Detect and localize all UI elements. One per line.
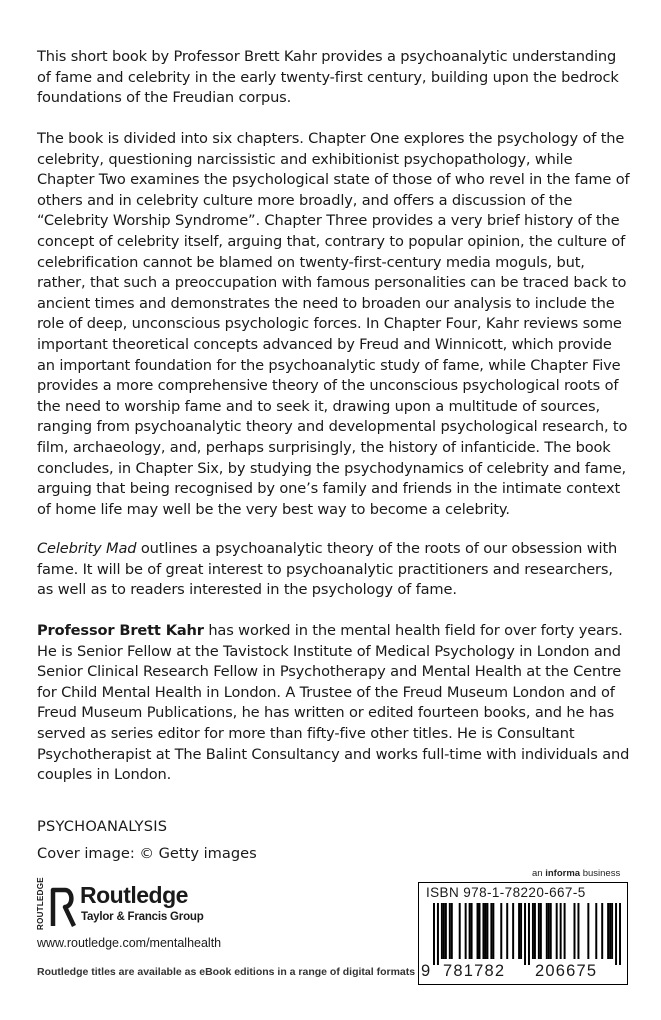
barcode-bar xyxy=(577,903,579,959)
audience-paragraph xyxy=(37,539,631,601)
barcode-bar xyxy=(441,903,443,959)
barcode-bar xyxy=(465,903,467,959)
barcode-bar xyxy=(486,903,488,959)
publisher-name: Routledge xyxy=(80,882,188,908)
author-bio-paragraph xyxy=(37,621,631,786)
barcode-bar xyxy=(574,903,576,959)
barcode-bar xyxy=(609,903,611,959)
barcode-digits xyxy=(419,962,627,982)
barcode-bar xyxy=(459,903,461,959)
barcode-bar xyxy=(532,903,534,959)
publisher-group: Taylor & Francis Group xyxy=(81,911,204,923)
barcode-digits-right: 206675 xyxy=(535,962,598,980)
barcode-bar xyxy=(611,903,613,959)
barcode-bar xyxy=(548,903,550,959)
barcode-bar xyxy=(518,903,520,959)
informa-tagline xyxy=(532,868,620,879)
barcode-bar xyxy=(437,903,439,965)
barcode-bar xyxy=(550,903,552,959)
barcode-bar xyxy=(560,903,562,959)
barcode-bar xyxy=(528,903,530,965)
informa-brand: informa xyxy=(545,868,581,879)
barcode-bar xyxy=(601,903,603,959)
barcode-bar xyxy=(520,903,522,959)
barcode-bar xyxy=(451,903,453,959)
barcode-bar xyxy=(484,903,486,959)
intro-paragraph: This short book by Professor Brett Kahr provides a psychoanalytic understanding of fame and celebrity in the early twenty-first century, building upon the bedrock foundations of the Freudian corpus. xyxy=(37,48,619,107)
barcode-bar xyxy=(619,903,621,965)
book-title: Celebrity Mad xyxy=(37,540,137,557)
barcode-bar xyxy=(595,903,597,959)
barcode-bar xyxy=(538,903,540,959)
subject-category: PSYCHOANALYSIS xyxy=(37,818,168,835)
barcode-bar xyxy=(540,903,542,959)
publisher-vertical-name: ROUTLEDGE xyxy=(36,877,45,930)
barcode-bar xyxy=(492,903,494,959)
barcode-bar xyxy=(556,903,558,959)
barcode-bar xyxy=(445,903,447,959)
barcode-bar xyxy=(479,903,481,959)
barcode-bar xyxy=(564,903,566,959)
barcode-bar xyxy=(512,903,514,959)
author-bio-text: has worked in the mental health field for over forty years. He is Senior Fellow at the Tavistock Institute of Medical Psychology in London and Senior Clinical Research Fellow in Psychotherapy and Mental Health at the Centre for Child Mental Health in London. A Trustee of the Freud Museum London and of Freud Museum Publications, he has written or edited fourteen books, and he has served as series editor for more than fifty-five other titles. He is Consultant Psychotherapist at The Balint Consultancy and works full-time with individuals and couples in London. xyxy=(37,622,630,784)
routledge-mark-icon xyxy=(50,886,76,928)
barcode-bar xyxy=(471,903,473,959)
ebook-formats-note: Routledge titles are available as eBook editions in a range of digital formats xyxy=(37,966,416,978)
barcode-bar xyxy=(449,903,451,959)
barcode-bar xyxy=(477,903,479,959)
barcode-digit-first: 9 xyxy=(421,962,432,980)
chapters-paragraph: The book is divided into six chapters. Chapter One explores the psychology of the celebrity, questioning narcissistic and exhibitionist psychopathology, while Chapter Two examines the psychological state of those of who revel in the fame of others and in celebrity culture more broadly, and offers a discussion of the “Celebrity Worship Syndrome”. Chapter Three provides a very brief history of the concept of celebrity itself, arguing that, contrary to popular opinion, the culture of celebrification cannot be blamed on twenty-first-century media moguls, but, rather, that such a preoccupation with famous personalities can be traced back to ancient times and demonstrates the need to broaden our analysis to include the role of deep, unconscious psychologic forces. In Chapter Four, Kahr reviews some important theoretical concepts advanced by Freud and Winnicott, which provide an important foundation for the psychoanalytic study of fame, while Chapter Five provides a more comprehensive theory of the unconscious psychological roots of the need to worship fame and to seek it, drawing upon a multitude of sources, ranging from psychoanalytic theory and developmental psychological research, to film, archaeology, and, perhaps surprisingly, the history of infanticide. The book concludes, in Chapter Six, by studying the psychodynamics of celebrity and fame, arguing that being recognised by one’s family and friends in the intimate context of home life may well be the very best way to become a celebrity. xyxy=(37,130,630,518)
isbn-text: ISBN 978-1-78220-667-5 xyxy=(426,885,586,900)
barcode-bar xyxy=(546,903,548,959)
barcode-bar xyxy=(469,903,471,959)
isbn-barcode xyxy=(418,882,628,985)
barcode-bar xyxy=(433,903,435,965)
barcode-bar xyxy=(524,903,526,965)
informa-prefix: an xyxy=(532,868,546,879)
barcode-bar xyxy=(607,903,609,959)
barcode-bar xyxy=(443,903,445,959)
barcode-bars xyxy=(433,903,621,965)
barcode-bar xyxy=(615,903,617,965)
barcode-bar xyxy=(490,903,492,959)
informa-suffix: business xyxy=(580,868,621,879)
barcode-bar xyxy=(587,903,589,959)
publisher-website-link[interactable]: www.routledge.com/mentalhealth xyxy=(37,936,222,950)
barcode-digits-left: 781782 xyxy=(443,962,506,980)
barcode-bar xyxy=(500,903,502,959)
cover-credit: Cover image: © Getty images xyxy=(37,845,257,862)
barcode-bar xyxy=(534,903,536,959)
author-name: Professor Brett Kahr xyxy=(37,622,204,639)
publisher-logo xyxy=(36,877,216,932)
audience-text: outlines a psychoanalytic theory of the roots of our obsession with fame. It will be of great interest to psychoanalytic practitioners and researchers, as well as to readers interested in the psychology of fame. xyxy=(37,540,618,599)
barcode-bar xyxy=(482,903,484,959)
barcode-bar xyxy=(506,903,508,959)
